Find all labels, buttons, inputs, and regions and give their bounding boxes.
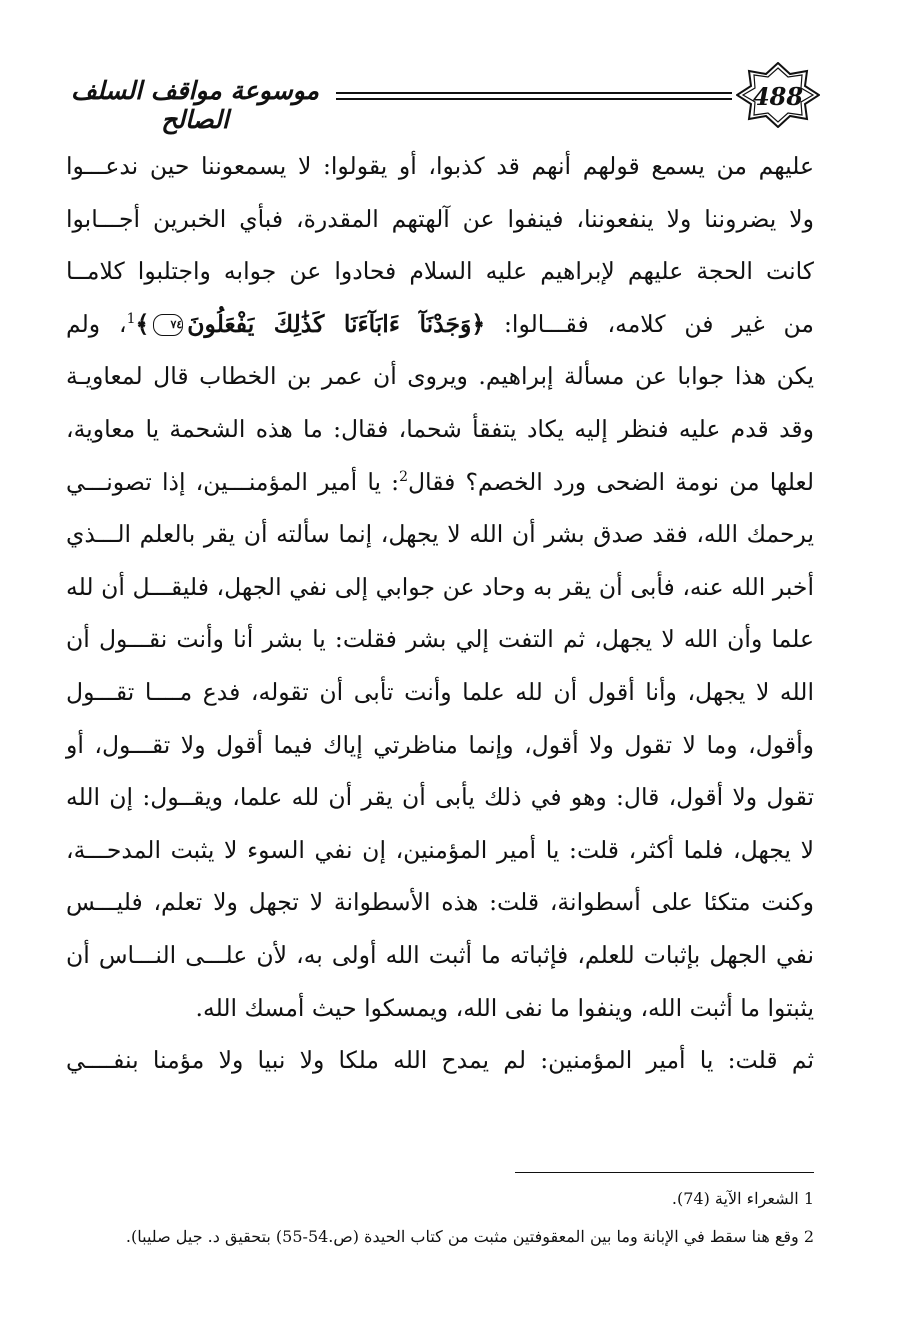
footnote-ref[interactable]: 2: [399, 468, 408, 485]
page-header: [60, 62, 820, 134]
footnote-item: 2 وقع هنا سقط في الإبانة وما بين المعقوفتين مثبت من كتاب الحيدة (ص.54-55) بتحقيق د. جيل صليبا).: [125, 1227, 814, 1246]
text-line: يرحمك الله، فقد صدق بشر أن الله لا يجهل، إنما سألته أن يقر بالعلم الـــذي: [66, 520, 814, 549]
text-line-with-ref: [66, 456, 814, 509]
text-line: نفي الجهل بإثبات للعلم، فإثباته ما أثبت الله أولى به، لأن علـــى النـــاس أن: [66, 940, 814, 969]
quran-quote: [136, 310, 486, 338]
line-text: لعلها من نومة الضحى ورد الخصم؟ فقال: [407, 467, 814, 496]
footnote-separator: [515, 1172, 814, 1173]
text-line: يكن هذا جوابا عن مسألة إبراهيم. ويروى أن عمر بن الخطاب قال لمعاويـة: [66, 362, 814, 391]
text-line: علما وأن الله لا يجهل، ثم التفت إلي بشر فقلت: يا بشر أنا وأنت نقـــول أن: [66, 625, 814, 654]
text-line: وأقول، وما لا تقول ولا أقول، وإنما مناظرتي إياك فيما أقول ولا تقـــول، أو: [66, 730, 814, 759]
text-line: كانت الحجة عليهم لإبراهيم عليه السلام فحادوا عن جوابه واجتلبوا كلامــا: [66, 257, 814, 286]
quran-verse-text: ﴿وَجَدْنَآ ءَابَآءَنَا كَذَٰلِكَ يَفْعَلُونَ: [187, 309, 486, 338]
text-line-with-quote: [66, 298, 814, 351]
page-number-badge: [736, 62, 820, 128]
page-number: 488: [752, 82, 804, 111]
text-line: ولا يضروننا ولا ينفعوننا، فينفوا عن آلهتهم المقدرة، فبأي الخبرين أجـــابوا: [66, 204, 814, 233]
footnotes: [66, 1180, 814, 1256]
body-text: [66, 140, 814, 1087]
line-text: : يا أمير المؤمنـــين، إذا تصونـــي: [66, 467, 400, 496]
text-line: عليهم من يسمع قولهم أنهم قد كذبوا، أو يقولوا: لا يسمعوننا حين ندعـــوا: [66, 152, 814, 180]
quran-bracket-close: ﴾: [135, 309, 150, 338]
text-line: لا يجهل، فلما أكثر، قلت: يا أمير المؤمنين، إن نفي السوء لا يثبت المدحـــة،: [66, 835, 814, 864]
text-line: وكنت متكئا على أسطوانة، قلت: هذه الأسطوانة لا تجهل ولا تعلم، فليـــس: [66, 888, 814, 917]
text-line: تقول ولا أقول، قال: وهو في ذلك يأبى أن يقر أن لله علما، ويقــول: إن الله: [66, 783, 814, 812]
text-line: الله لا يجهل، وأنا أقول أن لله علما وأنت تأبى أن تقوله، فدع مــــا تقـــول: [66, 677, 814, 706]
text-line: أخبر الله عنه، فأبى أن يقر به وحاد عن جوابي إلى نفي الجهل، فليقـــل أن لله: [66, 572, 814, 601]
line-text: من غير فن كلامه، فقـــالوا:: [485, 309, 815, 338]
footnote-ref[interactable]: 1: [126, 310, 136, 327]
text-line: ثم قلت: يا أمير المؤمنين: لم يمدح الله ملكا ولا نبيا ولا مؤمنا بنفــــي: [66, 1046, 814, 1075]
footnote-item: 1 الشعراء الآية (74).: [671, 1189, 814, 1208]
text-line: وقد قدم عليه فنظر إليه يكاد يتفقأ شحما، فقال: ما هذه الشحمة يا معاوية،: [66, 414, 814, 443]
line-text: ، ولم: [66, 309, 127, 338]
header-rule: [336, 92, 732, 100]
ayah-number-icon: ٧٤: [153, 314, 183, 336]
book-title: موسوعة مواقف السلف الصالح: [71, 76, 319, 134]
text-line: يثبتوا ما أثبت الله، وينفوا ما نفى الله، ويمسكوا حيث أمسك الله.: [195, 993, 814, 1022]
